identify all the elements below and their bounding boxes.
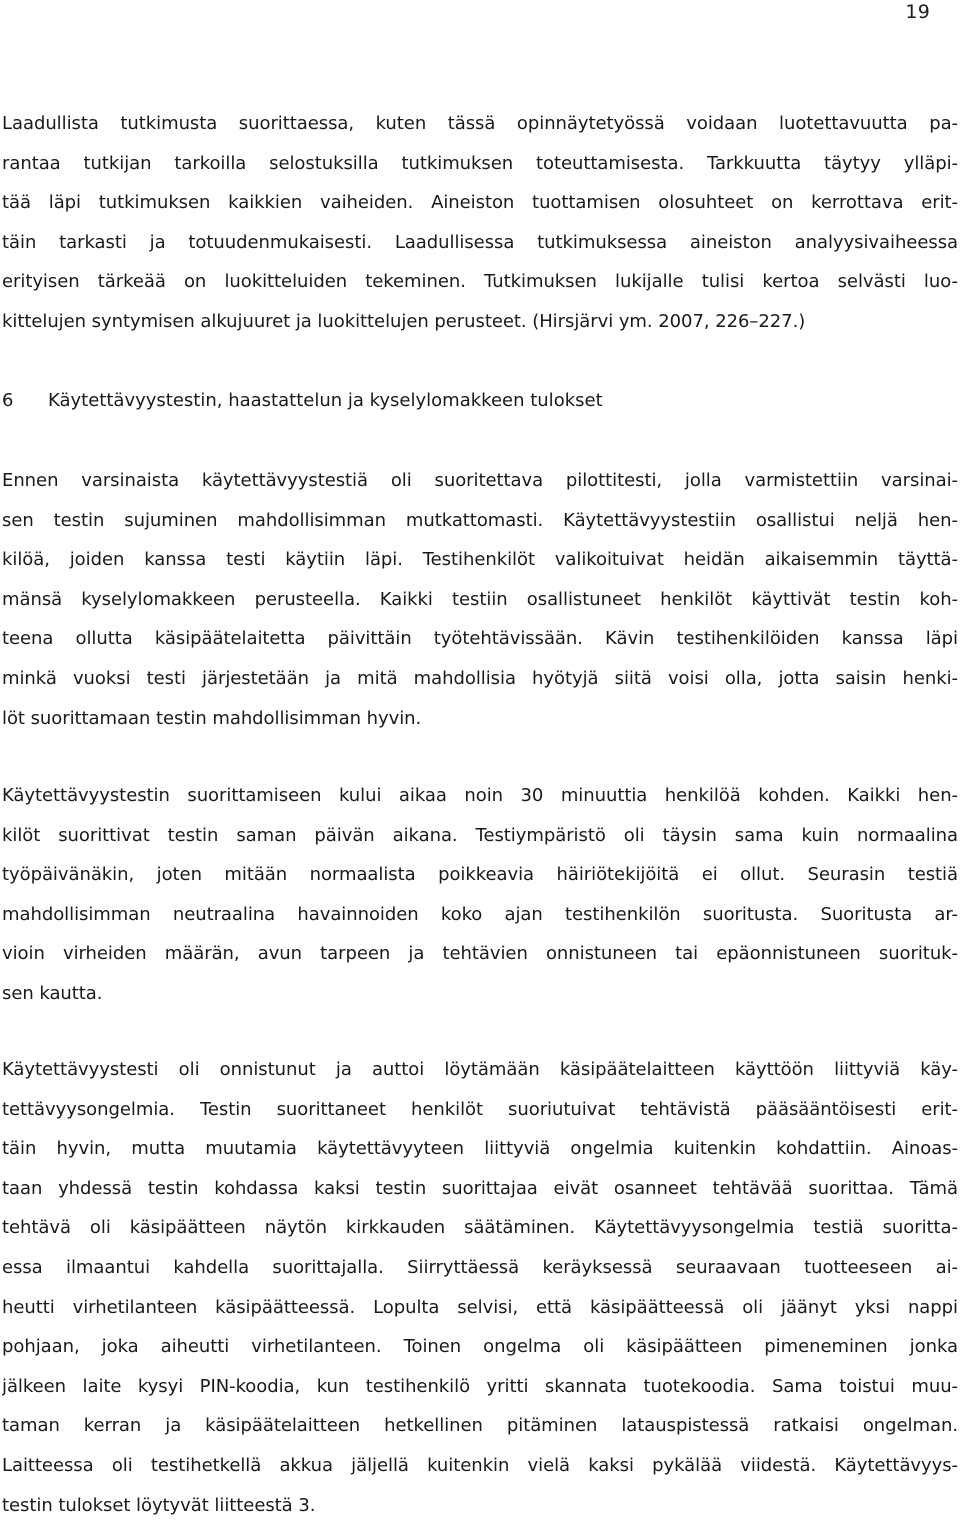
paragraph-line: mänsä kyselylomakkeen perusteella. Kaikki testiin osallistuneet henkilöt käyttivät testin koh- <box>2 588 958 610</box>
paragraph-line: teena ollutta käsipäätelaitetta päivittäin työtehtävissään. Kävin testihenkilöiden kanssa läpi <box>2 628 958 650</box>
paragraph-line: erityisen tärkeää on luokitteluiden tekeminen. Tutkimuksen lukijalle tulisi kertoa selvästi luo- <box>2 271 958 293</box>
paragraph-line: tettävyysongelmia. Testin suorittaneet henkilöt suoriutuivat tehtävistä pääsääntöisesti erit- <box>2 1098 958 1120</box>
paragraph-4 <box>2 1050 958 1525</box>
paragraph-line: rantaa tutkijan tarkoilla selostuksilla tutkimuksen toteuttamisesta. Tarkkuutta täytyy ylläpi- <box>2 152 958 174</box>
paragraph-line: testin tulokset löytyvät liitteestä 3. <box>2 1494 316 1516</box>
paragraph-2 <box>2 461 958 738</box>
section-number: 6 <box>2 390 14 411</box>
paragraph-line: heutti virhetilanteen käsipäätteessä. Lopulta selvisi, että käsipäätteessä oli jäänyt yksi nappi <box>2 1296 958 1318</box>
paragraph-line: tehtävä oli käsipäätteen näytön kirkkauden säätäminen. Käytettävyysongelmia testiä suoritta- <box>2 1217 958 1239</box>
paragraph-line: minkä vuoksi testi järjestetään ja mitä mahdollisia hyötyjä siitä voisi olla, jotta saisin henki- <box>2 667 958 689</box>
paragraph-line: Käytettävyystesti oli onnistunut ja auttoi löytämään käsipäätelaitteen käyttöön liittyviä käy- <box>2 1059 958 1080</box>
paragraph-line: jälkeen laite kysyi PIN-koodia, kun testihenkilö yritti skannata tuotekoodia. Sama toistui muu- <box>2 1375 958 1397</box>
paragraph-line: mahdollisimman neutraalina havainnoiden koko ajan testihenkilön suoritusta. Suoritusta ar- <box>2 903 958 925</box>
paragraph-line: löt suorittamaan testin mahdollisimman hyvin. <box>2 707 422 729</box>
paragraph-line: essa ilmaantui kahdella suorittajalla. Siirryttäessä keräyksessä seuraavaan tuotteeseen ai- <box>2 1256 958 1278</box>
paragraph-line: kilöä, joiden kanssa testi käytiin läpi. Testihenkilöt valikoituivat heidän aikaisemmin täyttä- <box>2 549 958 571</box>
paragraph-line: Käytettävyystestin suorittamiseen kului aikaa noin 30 minuuttia henkilöä kohden. Kaikki hen- <box>2 785 958 806</box>
paragraph-line: taman kerran ja käsipäätelaitteen hetkellinen pitäminen latauspistessä ratkaisi ongelman. <box>2 1415 958 1437</box>
paragraph-line: kittelujen syntymisen alkujuuret ja luokittelujen perusteet. (Hirsjärvi ym. 2007, 226–227.) <box>2 310 806 332</box>
paragraph-line: Laadullista tutkimusta suorittaessa, kuten tässä opinnäytetyössä voidaan luotettavuutta pa- <box>2 113 958 134</box>
paragraph-line: täin hyvin, mutta muutamia käytettävyyteen liittyviä ongelmia kuitenkin kohdattiin. Ainoas- <box>2 1138 958 1160</box>
paragraph-line: vioin virheiden määrän, avun tarpeen ja tehtävien onnistuneen tai epäonnistuneen suorituk- <box>2 943 958 965</box>
paragraph-line: pohjaan, joka aiheutti virhetilanteen. Toinen ongelma oli käsipäätteen pimeneminen jonka <box>2 1336 958 1358</box>
paragraph-line: täin tarkasti ja totuudenmukaisesti. Laadullisessa tutkimuksessa aineiston analyysivaiheessa <box>2 231 958 253</box>
paragraph-3 <box>2 776 958 1014</box>
section-heading <box>2 381 603 421</box>
page-number: 19 <box>905 1 930 23</box>
paragraph-line: kilöt suorittivat testin saman päivän aikana. Testiympäristö oli täysin sama kuin normaalina <box>2 824 958 846</box>
section-title: Käytettävyystestin, haastattelun ja kyselylomakkeen tulokset <box>48 390 603 411</box>
paragraph-line: tää läpi tutkimuksen kaikkien vaiheiden. Aineiston tuottamisen olosuhteet on kerrottava erit- <box>2 192 958 214</box>
paragraph-line: Laitteessa oli testihetkellä akkua jäljellä kuitenkin vielä kaksi pykälää viidestä. Käytettävyys- <box>2 1454 958 1476</box>
paragraph-line: sen kautta. <box>2 982 103 1004</box>
paragraph-line: sen testin sujuminen mahdollisimman mutkattomasti. Käytettävyystestiin osallistui neljä hen- <box>2 509 958 531</box>
paragraph-line: taan yhdessä testin kohdassa kaksi testin suorittajaa eivät osanneet tehtävää suorittaa. Tämä <box>2 1177 958 1199</box>
paragraph-line: Ennen varsinaista käytettävyystestiä oli suoritettava pilottitesti, jolla varmistettiin varsinai- <box>2 470 958 491</box>
paragraph-1 <box>2 104 958 342</box>
paragraph-line: työpäivänäkin, joten mitään normaalista poikkeavia häiriötekijöitä ei ollut. Seurasin testiä <box>2 864 958 886</box>
